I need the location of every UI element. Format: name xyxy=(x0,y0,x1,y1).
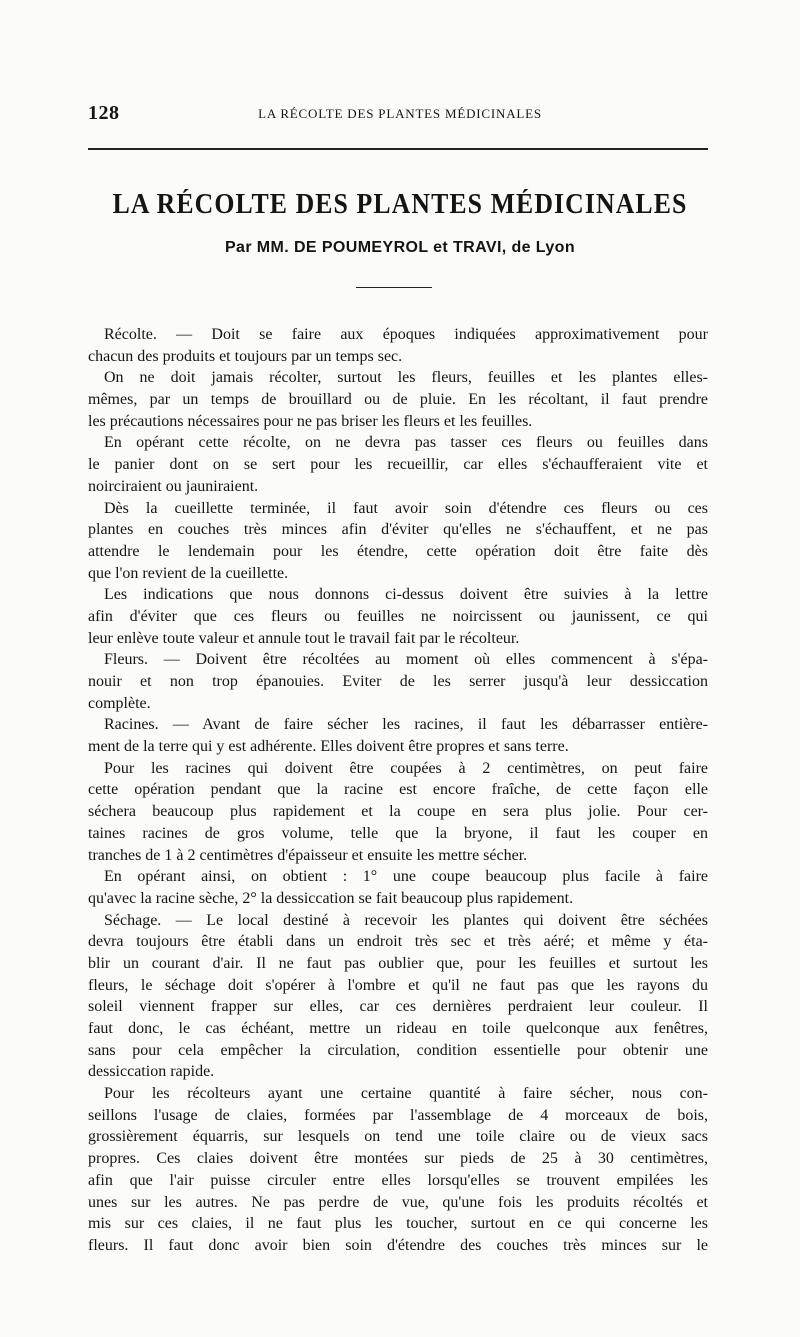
text-line: attendre le lendemain pour les étendre, cette opération doit être faite dès xyxy=(88,542,708,560)
text-line: tranches de 1 à 2 centimètres d'épaisseur et ensuite les mettre sécher. xyxy=(88,846,528,864)
text-line: chacun des produits et toujours par un temps sec. xyxy=(88,347,403,365)
text-line: ment de la terre qui y est adhérente. Elles doivent être propres et sans terre. xyxy=(88,738,569,756)
text-line: complète. xyxy=(88,694,151,712)
text-line: devra toujours être établi dans un endroit très sec et très aéré; et même y éta- xyxy=(88,933,708,951)
text-line: nouir et non trop épanouies. Eviter de les serrer jusqu'à leur dessiccation xyxy=(88,673,708,690)
text-line: afin que l'air puisse circuler entre elles lorsqu'elles se trouvent empilées les xyxy=(88,1171,708,1189)
text-line: soleil viennent frapper sur elles, car ces dernières perdraient leur couleur. Il xyxy=(88,998,708,1016)
text-line: cette opération pendant que la racine est encore fraîche, de cette façon elle xyxy=(88,781,708,799)
text-line: fleurs. Il faut donc avoir bien soin d'étendre des couches très minces sur le xyxy=(88,1236,708,1254)
text-line: Racines. — Avant de faire sécher les racines, il faut les débarrasser entière- xyxy=(104,716,708,734)
text-line: grossièrement équarris, sur lesquels on tend une toile claire ou de vieux sacs xyxy=(88,1128,708,1146)
text-line: les précautions nécessaires pour ne pas briser les fleurs et les feuilles. xyxy=(88,412,533,430)
text-line: afin d'éviter que ces fleurs ou feuilles ne noircissent ou jaunissent, ce qui xyxy=(88,607,708,625)
text-line: unes sur les autres. Ne pas perdre de vue, qu'une fois les produits récoltés et xyxy=(88,1193,708,1211)
text-line: seillons l'usage de claies, formées par l'assemblage de 4 morceaux de bois, xyxy=(88,1106,708,1124)
text-line: On ne doit jamais récolter, surtout les fleurs, feuilles et les plantes elles- xyxy=(104,369,708,387)
text-line: sans pour cela empêcher la circulation, condition essentielle pour obtenir une xyxy=(88,1041,708,1059)
text-line: qu'avec la racine sèche, 2° la dessiccation se fait beaucoup plus rapidement. xyxy=(88,889,574,907)
running-title: LA RÉCOLTE DES PLANTES MÉDICINALES xyxy=(258,106,542,121)
text-line: que l'on revient de la cueillette. xyxy=(88,564,289,582)
text-line: séchera beaucoup plus rapidement et la coupe en sera plus jolie. Pour cer- xyxy=(88,803,708,821)
text-line: mis sur ces claies, il ne faut plus les toucher, surtout en ce qui concerne les xyxy=(88,1215,708,1233)
text-line: Pour les racines qui doivent être coupées à 2 centimètres, on peut faire xyxy=(104,759,708,777)
text-line: le panier dont on se sert pour les recueillir, car elles s'échaufferaient vite et xyxy=(88,456,708,474)
header-rule xyxy=(88,148,708,150)
text-line: noirciraient ou jauniraient. xyxy=(88,477,259,495)
text-line: En opérant ainsi, on obtient : 1° une coupe beaucoup plus facile à faire xyxy=(104,868,708,886)
page-number: 128 xyxy=(88,102,120,124)
text-line: Les indications que nous donnons ci-dessus doivent être suivies à la lettre xyxy=(104,586,708,604)
article-title: LA RÉCOLTE DES PLANTES MÉDICINALES xyxy=(112,189,688,220)
running-header xyxy=(0,100,800,130)
text-line: Récolte. — Doit se faire aux époques indiquées approximativement pour xyxy=(104,326,708,343)
title-rule xyxy=(356,287,432,288)
text-line: taines racines de gros volume, telle que la bryone, il faut les couper en xyxy=(88,824,708,842)
text-line: plantes en couches très minces afin d'éviter qu'elles ne s'échauffent, et ne pas xyxy=(88,521,708,539)
text-line: En opérant cette récolte, on ne devra pas tasser ces fleurs ou feuilles dans xyxy=(104,434,708,452)
text-line: leur enlève toute valeur et annule tout le travail fait par le récolteur. xyxy=(88,629,520,647)
text-line: blir un courant d'air. Il ne faut pas oublier que, pour les feuilles et surtout les xyxy=(88,954,708,972)
text-line: Pour les récolteurs ayant une certaine quantité à faire sécher, nous con- xyxy=(104,1085,708,1103)
text-line: Séchage. — Le local destiné à recevoir les plantes qui doivent être séchées xyxy=(104,911,708,929)
text-line: fleurs, le séchage doit s'opérer à l'ombre et qu'il ne faut pas que les rayons du xyxy=(88,976,708,994)
text-line: faut donc, le cas échéant, mettre un rideau en toile quelconque aux fenêtres, xyxy=(88,1020,708,1037)
text-line: Dès la cueillette terminée, il faut avoir soin d'étendre ces fleurs ou ces xyxy=(104,499,708,517)
text-line: dessiccation rapide. xyxy=(88,1063,215,1081)
text-line: propres. Ces claies doivent être montées sur pieds de 25 à 30 centimètres, xyxy=(88,1150,708,1168)
article-byline: Par MM. DE POUMEYROL et TRAVI, de Lyon xyxy=(224,239,576,256)
text-line: mêmes, par un temps de brouillard ou de pluie. En les récoltant, il faut prendre xyxy=(88,391,708,409)
article-body xyxy=(88,324,708,1257)
text-line: Fleurs. — Doivent être récoltées au moment où elles commencent à s'épa- xyxy=(104,651,708,669)
